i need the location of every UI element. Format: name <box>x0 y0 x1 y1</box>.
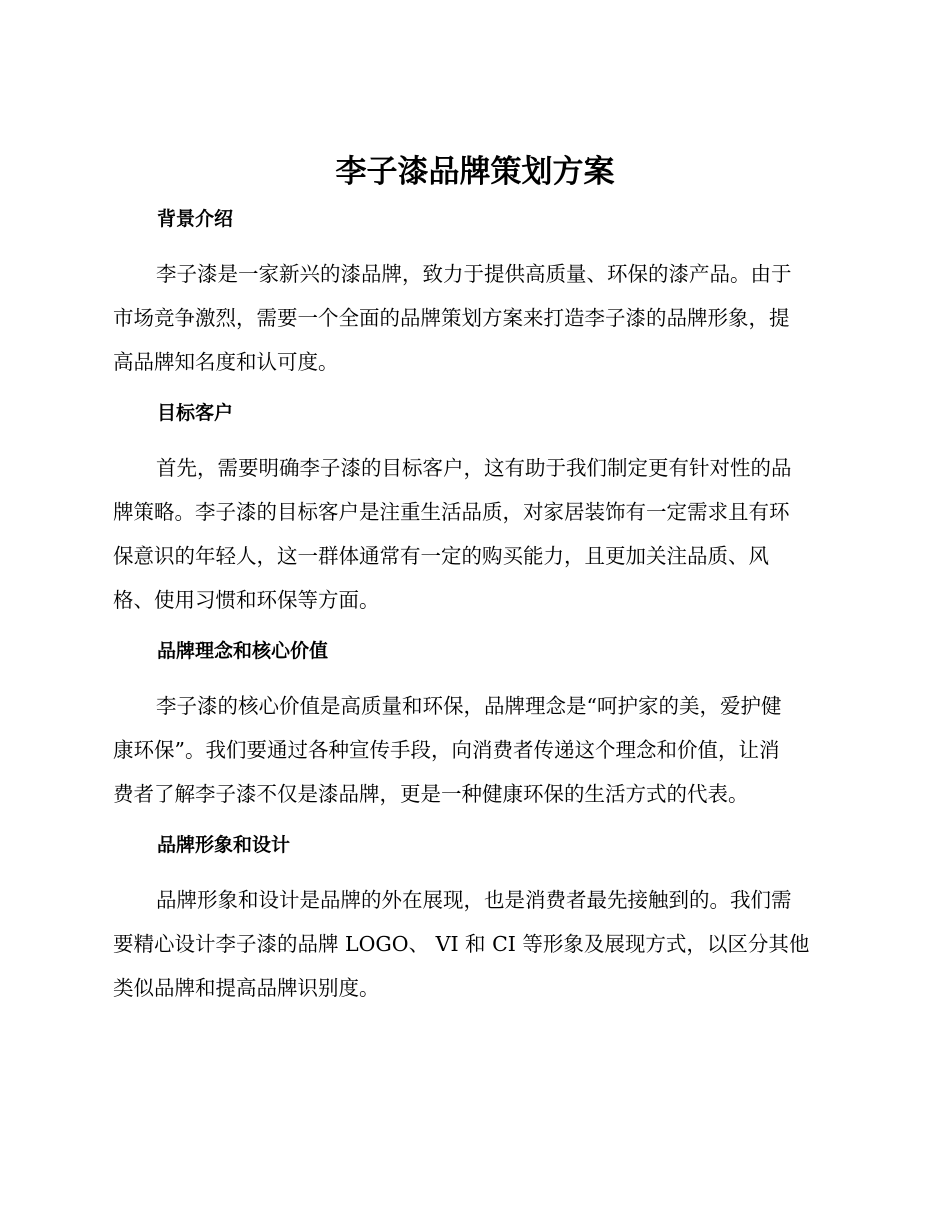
paragraph-line: 保意识的年轻人，这一群体通常有一定的购买能力，且更加关注品质、风 <box>113 544 769 568</box>
paragraph-line: 格、使用习惯和环保等方面。 <box>113 588 380 612</box>
paragraph-line: 要精心设计李子漆的品牌 LOGO、 VI 和 CI 等形象及展现方式，以区分其他 <box>113 932 810 956</box>
section-heading-brand-image: 品牌形象和设计 <box>157 834 291 856</box>
section-paragraph-background <box>113 252 848 384</box>
paragraph-line: 李子漆的核心价值是高质量和环保，品牌理念是“呵护家的美，爱护健 <box>156 694 782 718</box>
section-paragraph-brand-philosophy <box>113 684 848 816</box>
paragraph-line: 首先，需要明确李子漆的目标客户，这有助于我们制定更有针对性的品 <box>156 456 792 480</box>
paragraph-line: 市场竞争激烈，需要一个全面的品牌策划方案来打造李子漆的品牌形象，提 <box>113 306 790 330</box>
paragraph-line: 康环保”。我们要通过各种宣传手段，向消费者传递这个理念和价值，让消 <box>113 738 780 762</box>
section-heading-background: 背景介绍 <box>157 208 234 230</box>
paragraph-line: 李子漆是一家新兴的漆品牌，致力于提供高质量、环保的漆产品。由于 <box>156 262 792 286</box>
section-heading-brand-philosophy: 品牌理念和核心价值 <box>157 640 329 662</box>
paragraph-line: 牌策略。李子漆的目标客户是注重生活品质，对家居装饰有一定需求且有环 <box>113 500 790 524</box>
paragraph-line: 高品牌知名度和认可度。 <box>113 350 339 374</box>
section-heading-target-customers: 目标客户 <box>157 402 234 424</box>
document-title: 李子漆品牌策划方案 <box>335 154 615 190</box>
paragraph-line: 类似品牌和提高品牌识别度。 <box>113 976 380 1000</box>
section-paragraph-brand-image <box>113 878 848 1010</box>
paragraph-line: 品牌形象和设计是品牌的外在展现，也是消费者最先接触到的。我们需 <box>156 888 792 912</box>
section-paragraph-target-customers <box>113 446 848 622</box>
paragraph-line: 费者了解李子漆不仅是漆品牌，更是一种健康环保的生活方式的代表。 <box>113 782 749 806</box>
